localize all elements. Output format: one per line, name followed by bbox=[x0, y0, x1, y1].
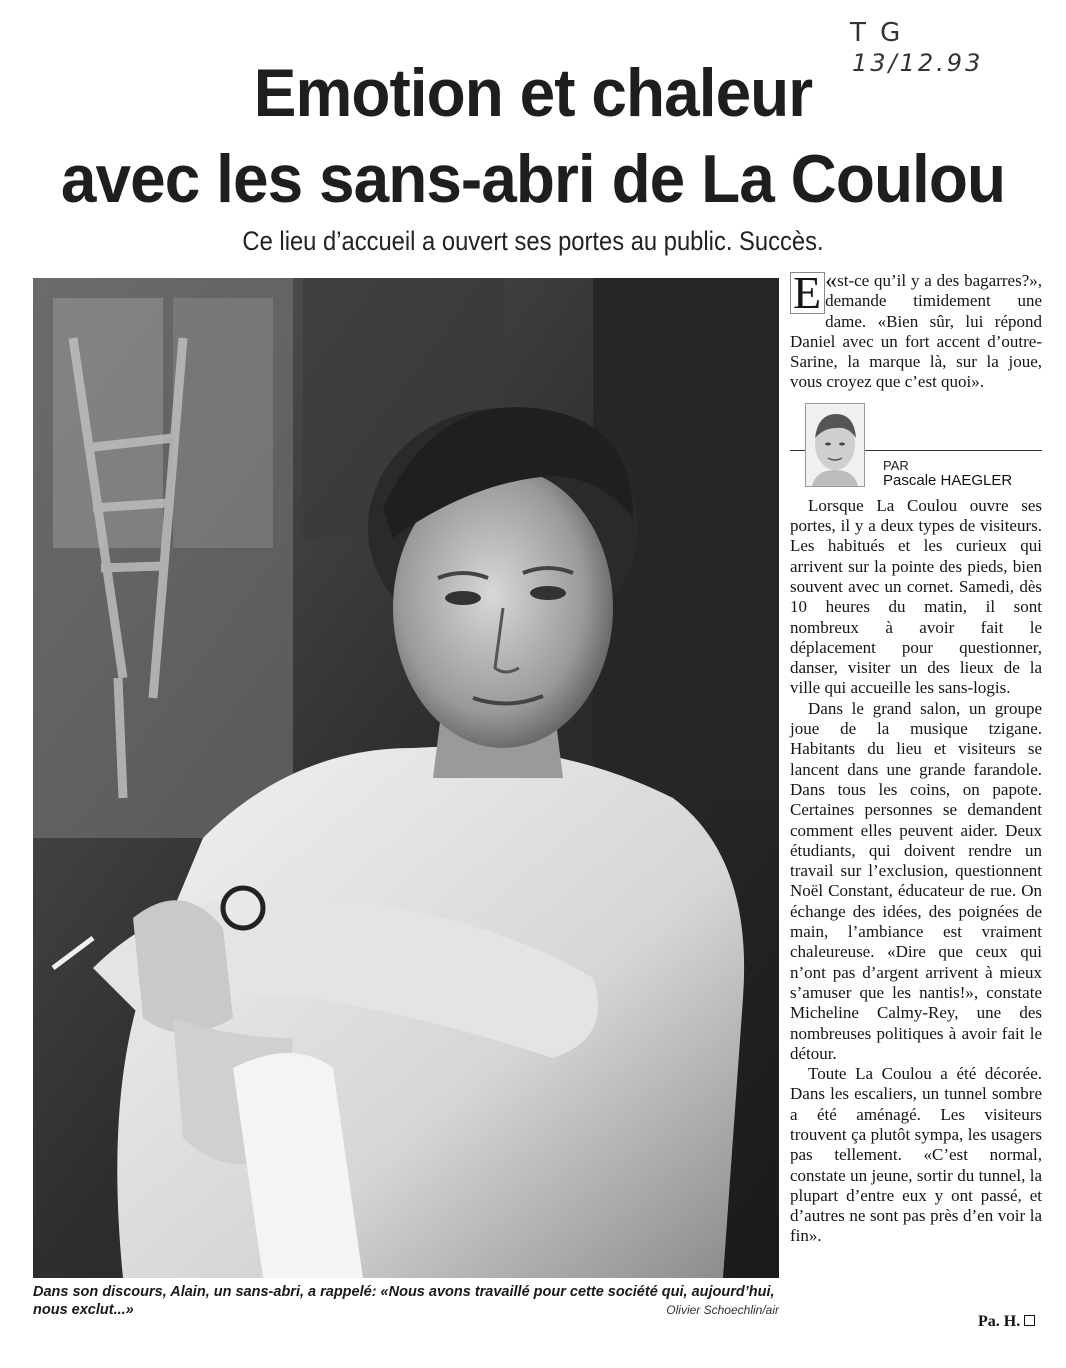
body-paragraph-3: Toute La Coulou a été décorée. Dans les escaliers, un tunnel sombre a été aménagé. Les visiteurs trouvent ça plutôt sympa, les usagers pas tellement. «C’est normal, constate un jeune, sortir du tunnel, la plupart d’entre eux y ont passé, et d’autres ne sont pas près d’en voir la fin». bbox=[790, 1064, 1042, 1246]
article-photo bbox=[33, 278, 779, 1278]
photo-credit: Olivier Schoechlin/air bbox=[666, 1303, 779, 1317]
photo-illustration bbox=[33, 278, 779, 1278]
lead-paragraph bbox=[790, 267, 1042, 393]
headline-line-1: Emotion et chaleur bbox=[253, 55, 813, 131]
author-portrait bbox=[805, 403, 865, 487]
signoff-initials: Pa. H. bbox=[978, 1313, 1021, 1330]
drop-cap: E bbox=[790, 272, 825, 314]
author-signoff bbox=[978, 1313, 1035, 1331]
lead-text: st-ce qu’il y a des bagarres?», demande timidement une dame. «Bien sûr, lui répond Daniel avec un fort accent d’outre-Sarine, la marque là, sur la joue, vous croyez que c’est quoi». bbox=[790, 271, 1042, 392]
lead-guillemet: « bbox=[825, 268, 838, 294]
end-mark-icon bbox=[1024, 1315, 1035, 1326]
photo-caption: Dans son discours, Alain, un sans-abri, a rappelé: «Nous avons travaillé pour cette société qui, aujourd’hui, nous exclut...» bbox=[33, 1284, 775, 1318]
headline-line-2: avec les sans-abri de La Coulou bbox=[60, 141, 1006, 217]
byline-prefix: PAR bbox=[883, 457, 909, 473]
handwritten-date: 13/12.93 bbox=[852, 49, 984, 77]
author-portrait-image bbox=[806, 404, 864, 486]
body-paragraph-1: Lorsque La Coulou ouvre ses portes, il y a deux types de visiteurs. Les habitués et les curieux qui arrivent sur la pointe des pieds, bien souvent avec un cornet. Samedi, dès 10 heures du matin, il sont nombreux à avoir fait le déplacement pour questionner, danser, visiter un des lieux de la ville qui accueille les sans-logis. bbox=[790, 495, 1042, 698]
handwritten-initials: T G bbox=[850, 18, 904, 48]
byline bbox=[790, 400, 1042, 490]
headline bbox=[32, 50, 1034, 222]
article-column bbox=[790, 267, 1042, 1247]
subhead: Ce lieu d’accueil a ouvert ses portes au public. Succès. bbox=[242, 226, 824, 256]
byline-author: Pascale HAEGLER bbox=[883, 471, 1013, 489]
body-paragraph-2: Dans le grand salon, un groupe joue de la musique tzigane. Habitants du lieu et visiteurs se lancent dans une grande farandole. Dans tous les coins, on papote. Certaines personnes se demandent comment elles peuvent aider. Deux étudiants, qui doivent rendre un travail sur l’exclusion, questionnent Noël Constant, éducateur de rue. On échange des idées, des poignées de main, l’ambiance est vraiment chaleureuse. «Dire que ceux qui n’ont pas d’argent arrivent à mieux s’amuser que les nantis!», constate Micheline Calmy-Rey, une des nombreuses politiques à avoir fait le détour. bbox=[790, 698, 1042, 1063]
